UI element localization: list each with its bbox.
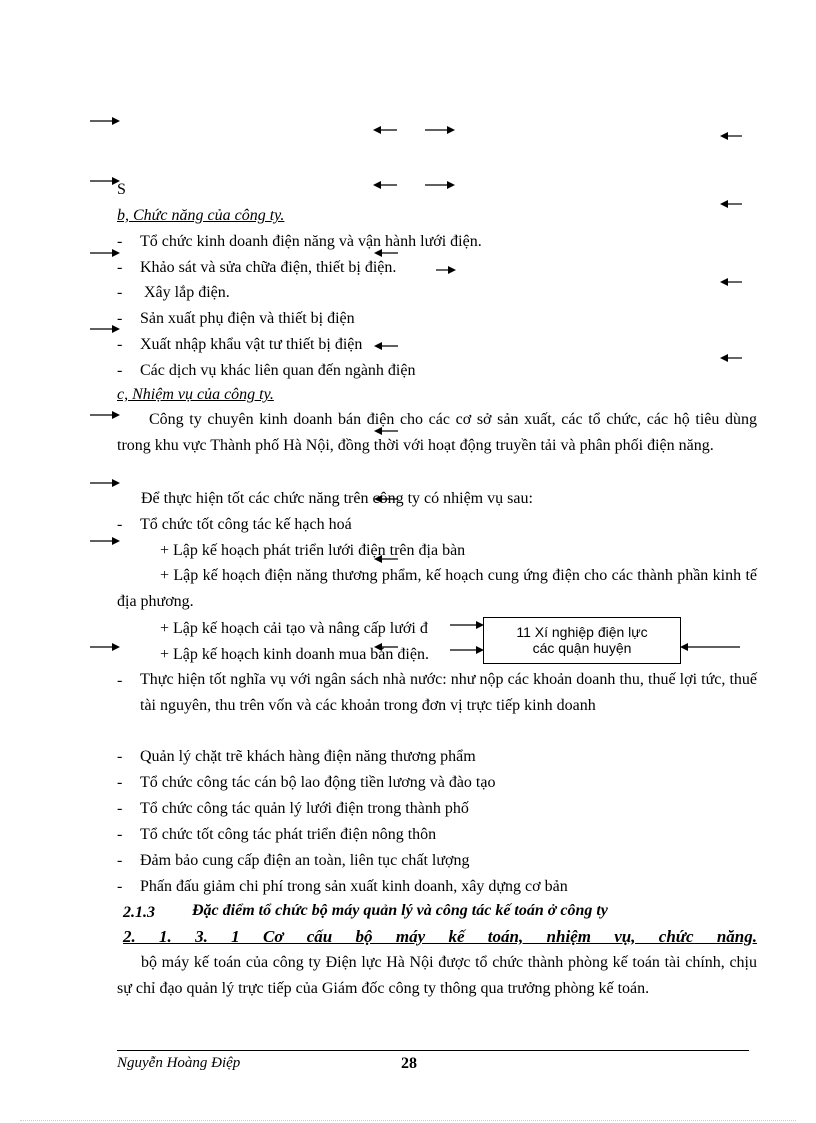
diagram-box-line2: các quận huyện: [532, 640, 632, 656]
section-title: Đặc điểm tổ chức bộ máy quản lý và công tác kế toán ở công ty: [192, 902, 608, 919]
arrow-left-icon: [680, 642, 740, 652]
page-edge-divider: [20, 1120, 796, 1121]
footer-author: Nguyễn Hoàng Điệp: [117, 1055, 241, 1071]
stray-letter: S: [117, 181, 126, 198]
diagram-box: [483, 617, 681, 664]
bullet-dash: -: [117, 310, 123, 327]
section-2131-body: bộ máy kế toán của công ty Điện lực Hà Nội được tổ chức thành phòng kế toán tài chính, chịu sự chỉ đạo quản lý trực tiếp của Giám đốc công ty thông qua trưởng phòng kế toán.: [117, 954, 757, 997]
bullet-dash: -: [117, 748, 123, 765]
arrow-right-icon: [90, 116, 120, 126]
sub-task-item: + Lập kế hoạch cải tạo và nâng cấp lưới đ: [160, 620, 428, 637]
task-item: Thực hiện tốt nghĩa vụ với ngân sách nhà nước: như nộp các khoản doanh thu, thuế lợi tức, thuế tài nguyên, thu trên vốn và các khoản trong đơn vị trực tiếp kinh doanh: [140, 671, 757, 714]
bullet-dash: -: [117, 259, 123, 276]
arrow-right-icon: [90, 410, 120, 420]
task-item: Tổ chức tốt công tác phát triển điện nông thôn: [140, 826, 437, 843]
arrow-left-icon: [720, 131, 742, 141]
arrow-left-icon: [720, 353, 742, 363]
section-c-intro: Công ty chuyên kinh doanh bán điện cho các cơ sở sản xuất, các tổ chức, các hộ tiêu dùng trong khu vực Thành phố Hà Nội, đồng thời với hoạt động truyền tải và phân phối điện năng.: [117, 411, 757, 454]
list-item: Tổ chức kinh doanh điện năng và vận hành lưới điện.: [140, 233, 482, 250]
bullet-dash: -: [117, 800, 123, 817]
arrow-right-icon: [90, 642, 120, 652]
arrow-left-icon: [374, 341, 398, 351]
arrow-left-icon: [373, 125, 397, 135]
bullet-dash: -: [117, 284, 123, 301]
sub-task-item: + Lập kế hoạch kinh doanh mua bán điện.: [160, 646, 429, 663]
arrow-right-icon: [450, 620, 484, 630]
section-c-heading: c, Nhiệm vụ của công ty.: [117, 386, 274, 403]
arrow-right-icon: [90, 176, 120, 186]
task-item: Tổ chức công tác cán bộ lao động tiền lương và đào tạo: [140, 774, 496, 791]
arrow-right-icon: [425, 180, 455, 190]
diagram-box-line1: 11 Xí nghiệp điện lực: [516, 624, 648, 640]
task-item: Tổ chức tốt công tác kế hạch hoá: [140, 516, 352, 533]
arrow-right-icon: [90, 536, 120, 546]
sub-task-item: + Lập kế hoạch điện năng thương phẩm, kế hoạch cung ứng điện cho các thành phần kinh tế địa phương.: [117, 567, 757, 610]
section-number: 2.1.3: [123, 904, 155, 921]
bullet-dash: -: [117, 878, 123, 895]
list-item: Xuất nhập khẩu vật tư thiết bị điện: [140, 336, 363, 353]
section-2131-heading: 2. 1. 3. 1 Cơ cấu bộ máy kế toán, nhiệm vụ, chức năng.: [123, 927, 757, 946]
list-item: Sản xuất phụ điện và thiết bị điện: [140, 310, 355, 327]
list-item: Các dịch vụ khác liên quan đến ngành điện: [140, 362, 416, 379]
page-number: 28: [401, 1055, 417, 1072]
arrow-left-icon: [720, 199, 742, 209]
bullet-dash: -: [117, 826, 123, 843]
bullet-dash: -: [117, 852, 123, 869]
arrow-right-icon: [450, 645, 484, 655]
arrow-right-icon: [436, 265, 456, 275]
bullet-dash: -: [117, 233, 123, 250]
list-item: Khảo sát và sửa chữa điện, thiết bị điện.: [140, 259, 397, 276]
task-item: Quản lý chặt trẽ khách hàng điện năng thương phẩm: [140, 748, 476, 765]
sub-task-item: + Lập kế hoạch phát triển lưới điện trên địa bàn: [160, 542, 466, 559]
list-item: Xây lắp điện.: [140, 284, 230, 301]
section-c-lead: Để thực hiện tốt các chức năng trên công ty có nhiệm vụ sau:: [141, 490, 533, 507]
section-b-heading: b, Chức năng của công ty.: [117, 207, 285, 224]
task-item: Tổ chức công tác quản lý lưới điện trong thành phố: [140, 800, 469, 817]
task-item: Đảm bảo cung cấp điện an toàn, liên tục chất lượng: [140, 852, 470, 869]
arrow-left-icon: [373, 180, 397, 190]
footer-rule: [117, 1050, 749, 1051]
task-item: Phấn đấu giảm chi phí trong sản xuất kinh doanh, xây dựng cơ bản: [140, 878, 568, 895]
bullet-dash: -: [117, 774, 123, 791]
arrow-left-icon: [720, 277, 742, 287]
bullet-dash: -: [117, 672, 123, 689]
bullet-dash: -: [117, 336, 123, 353]
arrow-right-icon: [90, 324, 120, 334]
arrow-right-icon: [425, 125, 455, 135]
arrow-right-icon: [90, 478, 120, 488]
bullet-dash: -: [117, 362, 123, 379]
arrow-right-icon: [90, 248, 120, 258]
bullet-dash: -: [117, 516, 123, 533]
